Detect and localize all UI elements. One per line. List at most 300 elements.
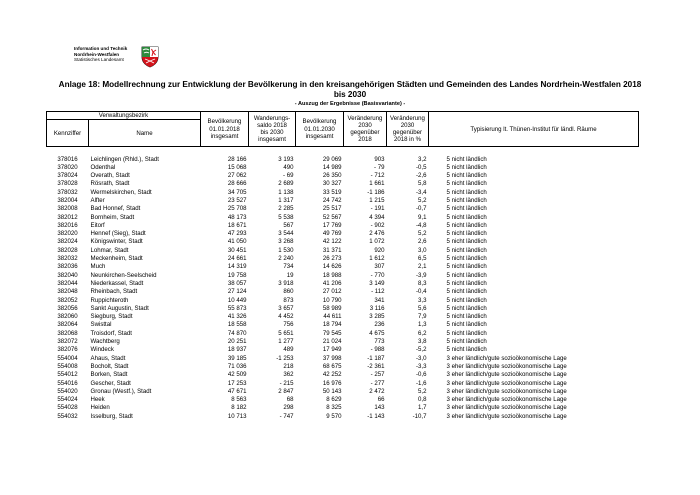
name-cell: Meckenheim, Stadt bbox=[90, 255, 143, 263]
bev2030-cell: 10 790 bbox=[322, 296, 342, 304]
veraenderung-cell: -2 361 bbox=[367, 362, 385, 370]
typisierung-cell: 3 eher ländlich/gute sozioökonomische Lage bbox=[446, 396, 567, 404]
kennziffer-cell: 382044 bbox=[57, 279, 78, 287]
veraenderung-cell: 66 bbox=[377, 396, 385, 404]
saldo-cell: 756 bbox=[283, 321, 294, 329]
table-row bbox=[47, 355, 639, 363]
name-cell: Isselburg, Stadt bbox=[90, 412, 133, 420]
veraenderung-pct-cell: 0,8 bbox=[418, 396, 427, 404]
kennziffer-cell: 382040 bbox=[57, 271, 78, 279]
kennziffer-cell: 382012 bbox=[57, 213, 78, 221]
veraenderung-pct-cell: 3,8 bbox=[418, 338, 427, 346]
veraenderung-pct-cell: 5,2 bbox=[418, 387, 427, 395]
saldo-cell: 2 689 bbox=[278, 180, 294, 188]
veraenderung-pct-cell: 8,3 bbox=[418, 279, 427, 287]
kennziffer-cell: 382076 bbox=[57, 346, 78, 354]
name-cell: Ahaus, Stadt bbox=[90, 354, 126, 362]
veraenderung-cell: - 112 bbox=[371, 288, 385, 296]
bev2030-cell: 33 519 bbox=[322, 188, 342, 196]
typisierung-cell: 5 nicht ländlich bbox=[446, 221, 487, 229]
veraenderung-pct-cell: 2,1 bbox=[418, 263, 427, 271]
typisierung-cell: 5 nicht ländlich bbox=[446, 313, 487, 321]
bev2030-cell: 29 069 bbox=[322, 155, 342, 163]
veraenderung-cell: 341 bbox=[374, 296, 385, 304]
veraenderung-cell: 3 116 bbox=[369, 304, 385, 312]
bev2030-cell: 18 988 bbox=[322, 271, 342, 279]
bev2030-cell: 9 570 bbox=[326, 412, 342, 420]
bev2030-cell: 14 626 bbox=[322, 263, 342, 271]
nrw-crest-icon bbox=[141, 46, 159, 68]
bev2018-cell: 74 870 bbox=[227, 329, 247, 337]
table-row bbox=[47, 197, 639, 205]
veraenderung-cell: - 277 bbox=[370, 379, 385, 387]
veraenderung-cell: 1 072 bbox=[369, 238, 385, 246]
typisierung-cell: 5 nicht ländlich bbox=[446, 163, 487, 171]
veraenderung-pct-cell: -3,3 bbox=[415, 362, 427, 370]
veraenderung-pct-cell: 5,2 bbox=[418, 196, 427, 204]
header-veraenderung-pct: Veränderung 2030 gegenüber 2018 in % bbox=[387, 112, 429, 147]
name-cell: Bocholt, Stadt bbox=[90, 362, 129, 370]
bev2030-cell: 25 517 bbox=[322, 205, 342, 213]
table-row bbox=[47, 363, 639, 371]
name-cell: Niederkassel, Stadt bbox=[90, 279, 144, 287]
kennziffer-cell: 382052 bbox=[57, 296, 78, 304]
veraenderung-pct-cell: -5,2 bbox=[415, 346, 427, 354]
bev2030-cell: 79 545 bbox=[322, 329, 342, 337]
bev2018-cell: 10 449 bbox=[227, 296, 247, 304]
typisierung-cell: 3 eher ländlich/gute sozioökonomische Lage bbox=[446, 404, 567, 412]
table-row bbox=[47, 338, 639, 346]
saldo-cell: 490 bbox=[283, 163, 294, 171]
kennziffer-cell: 382064 bbox=[57, 321, 78, 329]
kennziffer-cell: 554024 bbox=[57, 396, 78, 404]
name-cell: Gronau (Westf.), Stadt bbox=[90, 387, 152, 395]
typisierung-cell: 5 nicht ländlich bbox=[446, 296, 487, 304]
saldo-cell: 873 bbox=[283, 296, 294, 304]
kennziffer-cell: 554016 bbox=[57, 379, 78, 387]
typisierung-cell: 5 nicht ländlich bbox=[446, 279, 487, 287]
bev2030-cell: 17 949 bbox=[322, 346, 342, 354]
name-cell: Siegburg, Stadt bbox=[90, 313, 133, 321]
kennziffer-cell: 554032 bbox=[57, 412, 78, 420]
typisierung-cell: 5 nicht ländlich bbox=[446, 238, 487, 246]
table-row bbox=[47, 247, 639, 255]
bev2030-cell: 18 794 bbox=[322, 321, 342, 329]
bev2018-cell: 38 057 bbox=[227, 279, 247, 287]
name-cell: Bornheim, Stadt bbox=[90, 213, 135, 221]
kennziffer-cell: 382056 bbox=[57, 304, 78, 312]
saldo-cell: 567 bbox=[283, 221, 294, 229]
table-row bbox=[47, 380, 639, 388]
name-cell: Borken, Stadt bbox=[90, 371, 128, 379]
kennziffer-cell: 382020 bbox=[57, 230, 78, 238]
veraenderung-pct-cell: 7,9 bbox=[418, 313, 427, 321]
bev2030-cell: 21 024 bbox=[322, 338, 342, 346]
saldo-cell: 298 bbox=[283, 404, 294, 412]
veraenderung-cell: 3 285 bbox=[369, 313, 385, 321]
veraenderung-cell: 2 476 bbox=[369, 230, 385, 238]
population-table bbox=[46, 111, 639, 421]
bev2018-cell: 42 509 bbox=[227, 371, 247, 379]
saldo-cell: 3 657 bbox=[278, 304, 294, 312]
saldo-cell: 5 538 bbox=[278, 213, 294, 221]
veraenderung-cell: - 191 bbox=[370, 205, 385, 213]
typisierung-cell: 5 nicht ländlich bbox=[446, 321, 487, 329]
table-body bbox=[47, 147, 639, 421]
veraenderung-pct-cell: 5,6 bbox=[418, 304, 427, 312]
veraenderung-pct-cell: 9,1 bbox=[418, 213, 427, 221]
typisierung-cell: 5 nicht ländlich bbox=[446, 172, 487, 180]
veraenderung-pct-cell: -10,7 bbox=[412, 412, 427, 420]
saldo-cell: 3 193 bbox=[278, 155, 294, 163]
name-cell: Rösrath, Stadt bbox=[90, 180, 130, 188]
typisierung-cell: 5 nicht ländlich bbox=[446, 288, 487, 296]
table-row bbox=[47, 388, 639, 396]
bev2030-cell: 30 327 bbox=[322, 180, 342, 188]
veraenderung-cell: - 712 bbox=[370, 172, 385, 180]
bev2030-cell: 68 675 bbox=[322, 362, 342, 370]
kennziffer-cell: 382036 bbox=[57, 263, 78, 271]
typisierung-cell: 5 nicht ländlich bbox=[446, 263, 487, 271]
veraenderung-pct-cell: 3,3 bbox=[418, 296, 427, 304]
typisierung-cell: 3 eher ländlich/gute sozioökonomische Lage bbox=[446, 387, 567, 395]
bev2018-cell: 17 253 bbox=[227, 379, 247, 387]
name-cell: Troisdorf, Stadt bbox=[90, 329, 132, 337]
bev2030-cell: 14 989 bbox=[322, 163, 342, 171]
name-cell: Neunkirchen-Seelscheid bbox=[90, 271, 157, 279]
veraenderung-pct-cell: 3,0 bbox=[418, 246, 427, 254]
name-cell: Odenthal bbox=[90, 163, 116, 171]
veraenderung-cell: 4 394 bbox=[369, 213, 385, 221]
header-typisierung: Typisierung lt. Thünen-Institut für ländl. Räume bbox=[429, 112, 639, 147]
saldo-cell: 4 452 bbox=[278, 313, 294, 321]
name-cell: Wermelskirchen, Stadt bbox=[90, 188, 152, 196]
veraenderung-cell: 143 bbox=[374, 404, 385, 412]
bev2018-cell: 18 558 bbox=[227, 321, 247, 329]
table-row bbox=[47, 255, 639, 263]
header-bev2018: Bevölkerung 01.01.2018 insgesamt bbox=[201, 112, 249, 147]
typisierung-cell: 5 nicht ländlich bbox=[446, 329, 487, 337]
bev2030-cell: 27 012 bbox=[322, 288, 342, 296]
saldo-cell: 362 bbox=[283, 371, 294, 379]
kennziffer-cell: 382068 bbox=[57, 329, 78, 337]
bev2018-cell: 28 666 bbox=[227, 180, 247, 188]
typisierung-cell: 3 eher ländlich/gute sozioökonomische Lage bbox=[446, 354, 567, 362]
table-row bbox=[47, 263, 639, 271]
name-cell: Rheinbach, Stadt bbox=[90, 288, 138, 296]
header-verwaltungsbezirk: Verwaltungsbezirk bbox=[47, 112, 201, 120]
table-row bbox=[47, 413, 639, 421]
veraenderung-cell: 2 472 bbox=[369, 387, 385, 395]
table-row bbox=[47, 288, 639, 296]
veraenderung-cell: 236 bbox=[374, 321, 385, 329]
name-cell: Swisttal bbox=[90, 321, 112, 329]
table-row bbox=[47, 189, 639, 197]
saldo-cell: 1 277 bbox=[278, 338, 294, 346]
typisierung-cell: 5 nicht ländlich bbox=[446, 205, 487, 213]
table-row bbox=[47, 371, 639, 379]
saldo-cell: 3 268 bbox=[278, 238, 294, 246]
saldo-cell: 2 285 bbox=[278, 205, 294, 213]
name-cell: Windeck bbox=[90, 346, 114, 354]
saldo-cell: -1 253 bbox=[276, 354, 294, 362]
bev2018-cell: 30 451 bbox=[227, 246, 247, 254]
kennziffer-cell: 378020 bbox=[57, 163, 78, 171]
table-row bbox=[47, 280, 639, 288]
kennziffer-cell: 382032 bbox=[57, 255, 78, 263]
kennziffer-cell: 382004 bbox=[57, 196, 78, 204]
typisierung-cell: 5 nicht ländlich bbox=[446, 346, 487, 354]
veraenderung-cell: 1 661 bbox=[369, 180, 385, 188]
org-line-1: Information und Technik bbox=[74, 46, 128, 51]
saldo-cell: 5 651 bbox=[278, 329, 294, 337]
name-cell: Eitorf bbox=[90, 221, 105, 229]
bev2030-cell: 8 325 bbox=[326, 404, 342, 412]
veraenderung-pct-cell: -0,6 bbox=[415, 371, 427, 379]
veraenderung-pct-cell: -0,4 bbox=[415, 288, 427, 296]
kennziffer-cell: 382060 bbox=[57, 313, 78, 321]
bev2018-cell: 19 758 bbox=[227, 271, 247, 279]
bev2018-cell: 23 527 bbox=[227, 196, 247, 204]
veraenderung-cell: -1 143 bbox=[367, 412, 385, 420]
page-title bbox=[0, 80, 700, 100]
bev2018-cell: 14 319 bbox=[227, 263, 247, 271]
veraenderung-pct-cell: 1,7 bbox=[418, 404, 427, 412]
table-row bbox=[47, 321, 639, 329]
table-row bbox=[47, 156, 639, 164]
saldo-cell: 218 bbox=[283, 362, 294, 370]
saldo-cell: 68 bbox=[286, 396, 294, 404]
table-row bbox=[47, 297, 639, 305]
bev2030-cell: 50 143 bbox=[322, 387, 342, 395]
title-line-2: bis 2030 bbox=[333, 90, 367, 99]
veraenderung-cell: 4 675 bbox=[369, 329, 385, 337]
table-row bbox=[47, 272, 639, 280]
saldo-cell: - 215 bbox=[279, 379, 294, 387]
bev2030-cell: 58 989 bbox=[322, 304, 342, 312]
table-row bbox=[47, 205, 639, 213]
typisierung-cell: 3 eher ländlich/gute sozioökonomische Lage bbox=[446, 362, 567, 370]
bev2018-cell: 27 124 bbox=[227, 288, 247, 296]
name-cell: Ruppichteroth bbox=[90, 296, 129, 304]
saldo-cell: 1 317 bbox=[278, 196, 294, 204]
kennziffer-cell: 554004 bbox=[57, 354, 78, 362]
veraenderung-pct-cell: -3,4 bbox=[415, 188, 427, 196]
table-row bbox=[47, 222, 639, 230]
typisierung-cell: 5 nicht ländlich bbox=[446, 188, 487, 196]
table-row bbox=[47, 180, 639, 188]
veraenderung-pct-cell: 2,6 bbox=[418, 238, 427, 246]
kennziffer-cell: 382016 bbox=[57, 221, 78, 229]
bev2018-cell: 8 182 bbox=[231, 404, 247, 412]
veraenderung-cell: 920 bbox=[374, 246, 385, 254]
bev2018-cell: 71 036 bbox=[227, 362, 247, 370]
kennziffer-cell: 554008 bbox=[57, 362, 78, 370]
veraenderung-cell: -1 186 bbox=[367, 188, 385, 196]
name-cell: Much bbox=[90, 263, 106, 271]
bev2030-cell: 26 273 bbox=[322, 255, 342, 263]
typisierung-cell: 5 nicht ländlich bbox=[446, 155, 487, 163]
name-cell: Bad Honnef, Stadt bbox=[90, 205, 141, 213]
bev2018-cell: 41 050 bbox=[227, 238, 247, 246]
table-row bbox=[47, 346, 639, 354]
kennziffer-cell: 382048 bbox=[57, 288, 78, 296]
typisierung-cell: 5 nicht ländlich bbox=[446, 255, 487, 263]
veraenderung-pct-cell: 6,5 bbox=[418, 255, 427, 263]
page-subtitle: - Auszug der Ergebnisse (Basisvariante) - bbox=[294, 101, 406, 107]
org-line-2: Nordrhein-Westfalen bbox=[74, 51, 120, 57]
typisierung-cell: 5 nicht ländlich bbox=[446, 246, 487, 254]
veraenderung-pct-cell: 5,2 bbox=[418, 230, 427, 238]
bev2030-cell: 8 629 bbox=[326, 396, 342, 404]
header-name: Name bbox=[89, 120, 201, 147]
name-cell: Heek bbox=[90, 396, 105, 404]
veraenderung-cell: 307 bbox=[374, 263, 385, 271]
typisierung-cell: 5 nicht ländlich bbox=[446, 230, 487, 238]
bev2030-cell: 31 371 bbox=[322, 246, 342, 254]
typisierung-cell: 5 nicht ländlich bbox=[446, 304, 487, 312]
bev2018-cell: 24 661 bbox=[227, 255, 247, 263]
veraenderung-cell: -1 187 bbox=[367, 354, 385, 362]
typisierung-cell: 5 nicht ländlich bbox=[446, 196, 487, 204]
bev2018-cell: 20 251 bbox=[227, 338, 247, 346]
header-bev2030: Bevölkerung 01.01.2030 insgesamt bbox=[296, 112, 344, 147]
bev2018-cell: 55 873 bbox=[227, 304, 247, 312]
saldo-cell: 3 918 bbox=[278, 279, 294, 287]
veraenderung-pct-cell: 6,2 bbox=[418, 329, 427, 337]
bev2018-cell: 27 062 bbox=[227, 172, 247, 180]
kennziffer-cell: 382008 bbox=[57, 205, 78, 213]
typisierung-cell: 5 nicht ländlich bbox=[446, 213, 487, 221]
saldo-cell: 734 bbox=[283, 263, 294, 271]
kennziffer-cell: 382028 bbox=[57, 246, 78, 254]
veraenderung-cell: 1 215 bbox=[369, 196, 385, 204]
veraenderung-pct-cell: -2,6 bbox=[415, 172, 427, 180]
veraenderung-cell: 3 149 bbox=[369, 279, 385, 287]
typisierung-cell: 3 eher ländlich/gute sozioökonomische Lage bbox=[446, 371, 567, 379]
name-cell: Leichlingen (Rhld.), Stadt bbox=[90, 155, 159, 163]
saldo-cell: 19 bbox=[286, 271, 294, 279]
veraenderung-pct-cell: -1,6 bbox=[415, 379, 427, 387]
header-saldo: Wanderungs- saldo 2018 bis 2030 insgesamt bbox=[249, 112, 296, 147]
name-cell: Gescher, Stadt bbox=[90, 379, 131, 387]
bev2030-cell: 17 769 bbox=[322, 221, 342, 229]
table-row bbox=[47, 305, 639, 313]
bev2030-cell: 49 769 bbox=[322, 230, 342, 238]
saldo-cell: - 69 bbox=[282, 172, 294, 180]
name-cell: Overath, Stadt bbox=[90, 172, 130, 180]
veraenderung-cell: - 770 bbox=[370, 271, 385, 279]
table-row bbox=[47, 230, 639, 238]
veraenderung-pct-cell: -0,5 bbox=[415, 163, 427, 171]
typisierung-cell: 5 nicht ländlich bbox=[446, 338, 487, 346]
bev2030-cell: 16 976 bbox=[322, 379, 342, 387]
saldo-cell: 1 530 bbox=[278, 246, 294, 254]
table-row bbox=[47, 214, 639, 222]
bev2018-cell: 41 326 bbox=[227, 313, 247, 321]
typisierung-cell: 3 eher ländlich/gute sozioökonomische Lage bbox=[446, 412, 567, 420]
table-row bbox=[47, 404, 639, 412]
org-line-3: Statistisches Landesamt bbox=[74, 57, 124, 63]
saldo-cell: 489 bbox=[283, 346, 294, 354]
bev2018-cell: 15 068 bbox=[227, 163, 247, 171]
saldo-cell: 2 240 bbox=[278, 255, 294, 263]
kennziffer-cell: 554020 bbox=[57, 387, 78, 395]
bev2018-cell: 48 173 bbox=[227, 213, 247, 221]
typisierung-cell: 5 nicht ländlich bbox=[446, 271, 487, 279]
bev2030-cell: 52 567 bbox=[322, 213, 342, 221]
table-row bbox=[47, 396, 639, 404]
name-cell: Lohmar, Stadt bbox=[90, 246, 129, 254]
bev2018-cell: 28 166 bbox=[227, 155, 247, 163]
veraenderung-cell: 773 bbox=[374, 338, 385, 346]
table-row bbox=[47, 330, 639, 338]
org-name bbox=[74, 46, 127, 63]
saldo-cell: 2 847 bbox=[278, 387, 294, 395]
name-cell: Wachtberg bbox=[90, 338, 120, 346]
name-cell: Heiden bbox=[90, 404, 110, 412]
table-row bbox=[47, 313, 639, 321]
saldo-cell: 3 544 bbox=[278, 230, 294, 238]
bev2018-cell: 39 185 bbox=[227, 354, 247, 362]
bev2030-cell: 42 122 bbox=[322, 238, 342, 246]
bev2030-cell: 42 252 bbox=[322, 371, 342, 379]
table-row bbox=[47, 164, 639, 172]
kennziffer-cell: 378024 bbox=[57, 172, 78, 180]
kennziffer-cell: 554028 bbox=[57, 404, 78, 412]
veraenderung-pct-cell: 3,2 bbox=[418, 155, 427, 163]
veraenderung-pct-cell: -3,0 bbox=[415, 354, 427, 362]
bev2030-cell: 41 206 bbox=[322, 279, 342, 287]
kennziffer-cell: 382072 bbox=[57, 338, 78, 346]
title-line-1: Anlage 18: Modellrechnung zur Entwicklung der Bevölkerung in den kreisangehörigen Städten und Gemeinden des Landes Nordrhein-Westfalen 2018 bbox=[58, 80, 642, 89]
kennziffer-cell: 382024 bbox=[57, 238, 78, 246]
bev2030-cell: 44 611 bbox=[323, 313, 342, 321]
kennziffer-cell: 378032 bbox=[57, 188, 78, 196]
veraenderung-cell: - 257 bbox=[370, 371, 385, 379]
veraenderung-cell: - 79 bbox=[373, 163, 385, 171]
kennziffer-cell: 554012 bbox=[57, 371, 78, 379]
typisierung-cell: 5 nicht ländlich bbox=[446, 180, 487, 188]
bev2018-cell: 25 708 bbox=[227, 205, 247, 213]
name-cell: Königswinter, Stadt bbox=[90, 238, 143, 246]
bev2018-cell: 18 937 bbox=[227, 346, 247, 354]
veraenderung-pct-cell: -4,8 bbox=[415, 221, 427, 229]
veraenderung-cell: - 902 bbox=[370, 221, 385, 229]
typisierung-cell: 3 eher ländlich/gute sozioökonomische Lage bbox=[446, 379, 567, 387]
kennziffer-cell: 378028 bbox=[57, 180, 78, 188]
bev2018-cell: 10 713 bbox=[227, 412, 247, 420]
it-nrw-logo bbox=[74, 46, 184, 72]
header-kennziffer: Kennziffer bbox=[47, 120, 89, 147]
bev2018-cell: 34 705 bbox=[227, 188, 247, 196]
bev2018-cell: 47 671 bbox=[227, 387, 247, 395]
name-cell: Alfter bbox=[90, 196, 105, 204]
veraenderung-cell: 1 612 bbox=[369, 255, 385, 263]
bev2018-cell: 18 671 bbox=[227, 221, 247, 229]
name-cell: Hennef (Sieg), Stadt bbox=[90, 230, 146, 238]
veraenderung-cell: - 988 bbox=[370, 346, 385, 354]
bev2030-cell: 24 742 bbox=[322, 196, 342, 204]
veraenderung-pct-cell: -3,9 bbox=[415, 271, 427, 279]
veraenderung-pct-cell: 1,3 bbox=[418, 321, 427, 329]
table-header bbox=[47, 112, 639, 147]
bev2018-cell: 8 563 bbox=[231, 396, 247, 404]
kennziffer-cell: 378016 bbox=[57, 155, 78, 163]
bev2030-cell: 26 350 bbox=[322, 172, 342, 180]
saldo-cell: - 747 bbox=[279, 412, 294, 420]
bev2030-cell: 37 998 bbox=[322, 354, 342, 362]
